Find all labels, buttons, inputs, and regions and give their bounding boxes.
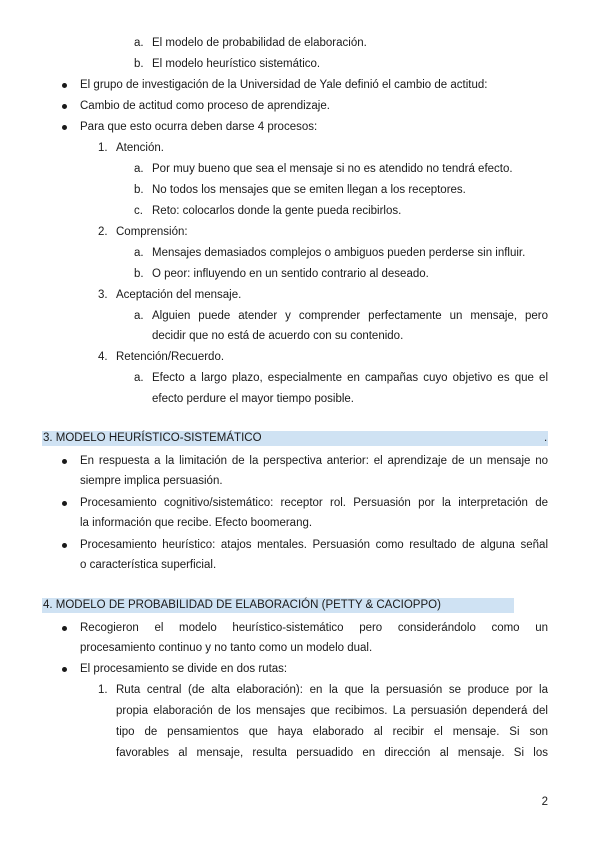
list-marker: a. <box>134 163 144 175</box>
bullet-icon <box>62 125 67 130</box>
bullet-text: Procesamiento heurístico: atajos mentales. Persuasión como resultado de alguna señal <box>80 539 548 551</box>
route-text: favorables al mensaje, resulta persuadido en dirección al mensaje. Si los <box>116 747 548 759</box>
list-marker: 1. <box>98 142 108 154</box>
bullet-text: En respuesta a la limitación de la perspectiva anterior: el aprendizaje de un mensaje no <box>80 455 548 467</box>
list-marker: a. <box>134 247 144 259</box>
bullet-text-continuation: la información que recibe. Efecto boomerang. <box>80 517 313 529</box>
section-heading: 3. MODELO HEURÍSTICO-SISTEMÁTICO <box>43 432 262 444</box>
list-marker: 2. <box>98 226 108 238</box>
process-title: Aceptación del mensaje. <box>116 289 242 301</box>
bullet-text-continuation: procesamiento continuo y no tanto como un modelo dual. <box>80 642 373 654</box>
section-heading: 4. MODELO DE PROBABILIDAD DE ELABORACIÓN (PETTY & CACIOPPO) <box>43 599 441 611</box>
bullet-text-continuation: o característica superficial. <box>80 559 217 571</box>
list-marker: 1. <box>98 684 108 696</box>
list-marker: 3. <box>98 289 108 301</box>
list-marker: b. <box>134 58 144 70</box>
list-item: No todos los mensajes que se emiten llegan a los receptores. <box>152 184 466 196</box>
list-item: Reto: colocarlos donde la gente pueda recibirlos. <box>152 205 402 217</box>
list-item: O peor: influyendo en un sentido contrario al deseado. <box>152 268 429 280</box>
bullet-icon <box>62 459 67 464</box>
bullet-icon <box>62 501 67 506</box>
bullet-text: El procesamiento se divide en dos rutas: <box>80 663 288 675</box>
list-item-continuation: efecto perdure el mayor tiempo posible. <box>152 393 354 405</box>
bullet-icon <box>62 543 67 548</box>
list-marker: a. <box>134 372 144 384</box>
route-text: tipo de pensamientos que haya elaborado al recibir el mensaje. Si son <box>116 726 548 738</box>
bullet-icon <box>62 83 67 88</box>
list-marker: c. <box>134 205 143 217</box>
bullet-text-continuation: siempre implica persuasión. <box>80 475 223 487</box>
list-marker: b. <box>134 268 144 280</box>
bullet-text: Procesamiento cognitivo/sistemático: receptor rol. Persuasión por la interpretación de <box>80 497 548 509</box>
bullet-text: Para que esto ocurra deben darse 4 procesos: <box>80 121 318 133</box>
bullet-text: Recogieron el modelo heurístico-sistemático pero considerándolo como un <box>80 622 548 634</box>
bullet-icon <box>62 104 67 109</box>
list-item: Mensajes demasiados complejos o ambiguos pueden perderse sin influir. <box>152 247 526 259</box>
bullet-icon <box>62 667 67 672</box>
list-item: Por muy bueno que sea el mensaje si no es atendido no tendrá efecto. <box>152 163 513 175</box>
process-title: Comprensión: <box>116 226 188 238</box>
process-title: Retención/Recuerdo. <box>116 351 225 363</box>
bullet-text: El grupo de investigación de la Universidad de Yale definió el cambio de actitud: <box>80 79 488 91</box>
list-item: Alguien puede atender y comprender perfectamente un mensaje, pero <box>152 310 548 322</box>
list-item: El modelo heurístico sistemático. <box>152 58 321 70</box>
page-number: 2 <box>541 796 548 808</box>
process-title: Atención. <box>116 142 164 154</box>
list-marker: a. <box>134 37 144 49</box>
list-marker: b. <box>134 184 144 196</box>
list-marker: a. <box>134 310 144 322</box>
list-item: Efecto a largo plazo, especialmente en campañas cuyo objetivo es que el <box>152 372 548 384</box>
section-heading-trailing: . <box>544 432 548 444</box>
route-text: Ruta central (de alta elaboración): en la que la persuasión se produce por la <box>116 684 548 696</box>
list-marker: 4. <box>98 351 108 363</box>
list-item-continuation: decidir que no está de acuerdo con su contenido. <box>152 330 404 342</box>
bullet-text: Cambio de actitud como proceso de aprendizaje. <box>80 100 330 112</box>
bullet-icon <box>62 626 67 631</box>
list-item: El modelo de probabilidad de elaboración. <box>152 37 367 49</box>
route-text: propia elaboración de los mensajes que recibimos. La persuasión dependerá del <box>116 705 548 717</box>
